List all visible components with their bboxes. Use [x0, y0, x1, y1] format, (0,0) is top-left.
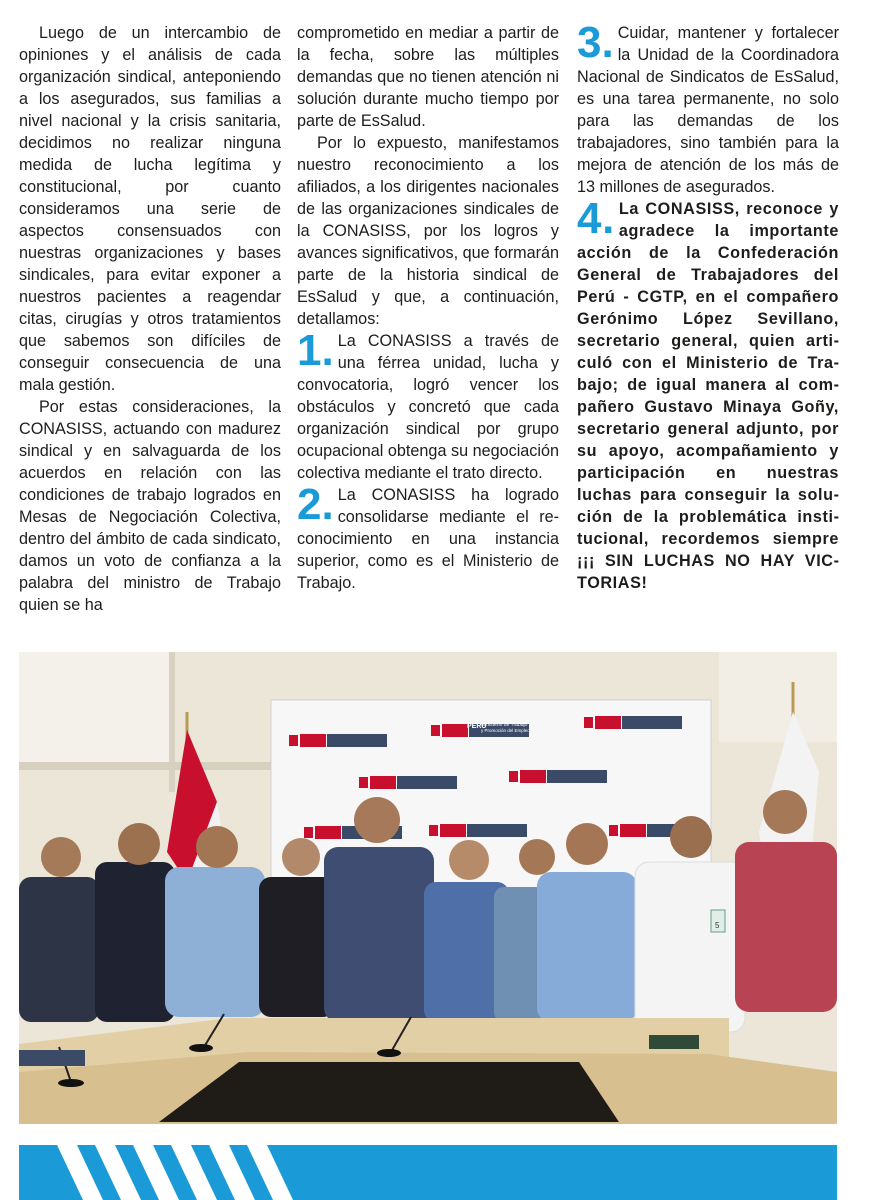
group-photo	[19, 652, 837, 1124]
backdrop-logo-text: y Promoción del Empleo	[481, 728, 530, 733]
item-number: 1.	[297, 326, 334, 375]
article-column-1	[19, 22, 281, 616]
item-number: 4.	[577, 194, 615, 243]
numbered-item-4	[577, 194, 839, 594]
paragraph: Luego de un intercambio de opiniones y el análisis de cada organización sindical, anteponiendo a los asegurados, sus familias a nivel nacional y la crisis sanitaria, decidimos no realizar ninguna medida de lucha legítima y constitucional, por cuanto consideramos una serie de aspectos consensuados con nuestras organizaciones y bases sindicales, para evitar exponer a nuestros pacientes a reagendar citas, cirugías y otros tratamientos que sabemos son difíciles de conseguir consecuencia de una mala gestión.	[19, 24, 281, 394]
paragraph: Por estas consideraciones, la CONASISS, actuando con madurez sindical y en salvaguarda de los acuerdos en relación con las condiciones de trabajo logrados en Mesas de Negociación Colectiva, dentro del ámbito de cada sindicato, damos un voto de confianza a la palabra del ministro de Trabajo quien se ha	[19, 398, 281, 614]
backdrop-logo-text: Ministerio de Trabajo	[481, 722, 528, 728]
footer-stripe-band	[19, 1145, 837, 1200]
numbered-item-3	[577, 18, 839, 198]
staff-badge-number: 5	[715, 921, 720, 930]
paragraph: Por lo expuesto, manifestamos nuestro reconocimiento a los afiliados, a los dirigentes nacionales de las organizaciones sindicales de la CONASISS, por los logros y avances significativos, que formarán parte de la historia sindical de EsSalud y que, a continuación, detallamos:	[297, 134, 559, 328]
item-text: Cuidar, mantener y fortalecer la Unidad de la Coordinadora Nacional de Sindicatos de EsSalud, es una tarea permanente, no solo para las demandas de los trabajadores, sino también para la mejora de atención de los más de 13 millones de asegurados.	[577, 24, 839, 196]
numbered-item-1	[297, 326, 559, 484]
item-text: La CONASISS, reconoce y agradece la importante acción de la Confederación General de Trabajadores del Perú - CGTP, en el compañero Gerónimo López Sevillano, secretario general, quien articuló con el Ministerio de Trabajo; de igual manera al compañero Gustavo Minaya Goñy, secretario general adjunto, por su apoyo, acompañamiento y participación en nuestras luchas para conseguir la solución de la problemática institucional, recordemos siempre ¡¡¡ SIN LUCHAS NO HAY VICTORIAS!	[577, 200, 839, 592]
numbered-item-2	[297, 480, 559, 594]
article-column-3	[577, 18, 839, 594]
folder	[649, 1035, 699, 1049]
item-text: La CONASISS a través de una férrea unidad, lucha y convocatoria, logró vencer los obstáculos y concretó que cada organización sindical por grupo ocupacional obtenga su negociación colectiva mediante el trato directo.	[297, 332, 559, 482]
paragraph: comprometido en mediar a partir de la fecha, sobre las múltiples demandas que no tienen atención ni solución durante mucho tiempo por parte de EsSalud.	[297, 24, 559, 130]
folder	[19, 1050, 85, 1066]
item-number: 2.	[297, 480, 334, 529]
article-column-2	[297, 22, 559, 594]
backdrop-logo-text: PERÚ	[467, 723, 487, 730]
item-text: La CONASISS ha logrado consolidarse mediante el reconocimiento en una instancia superior, como es el Ministerio de Trabajo.	[297, 486, 559, 592]
item-number: 3.	[577, 18, 614, 67]
